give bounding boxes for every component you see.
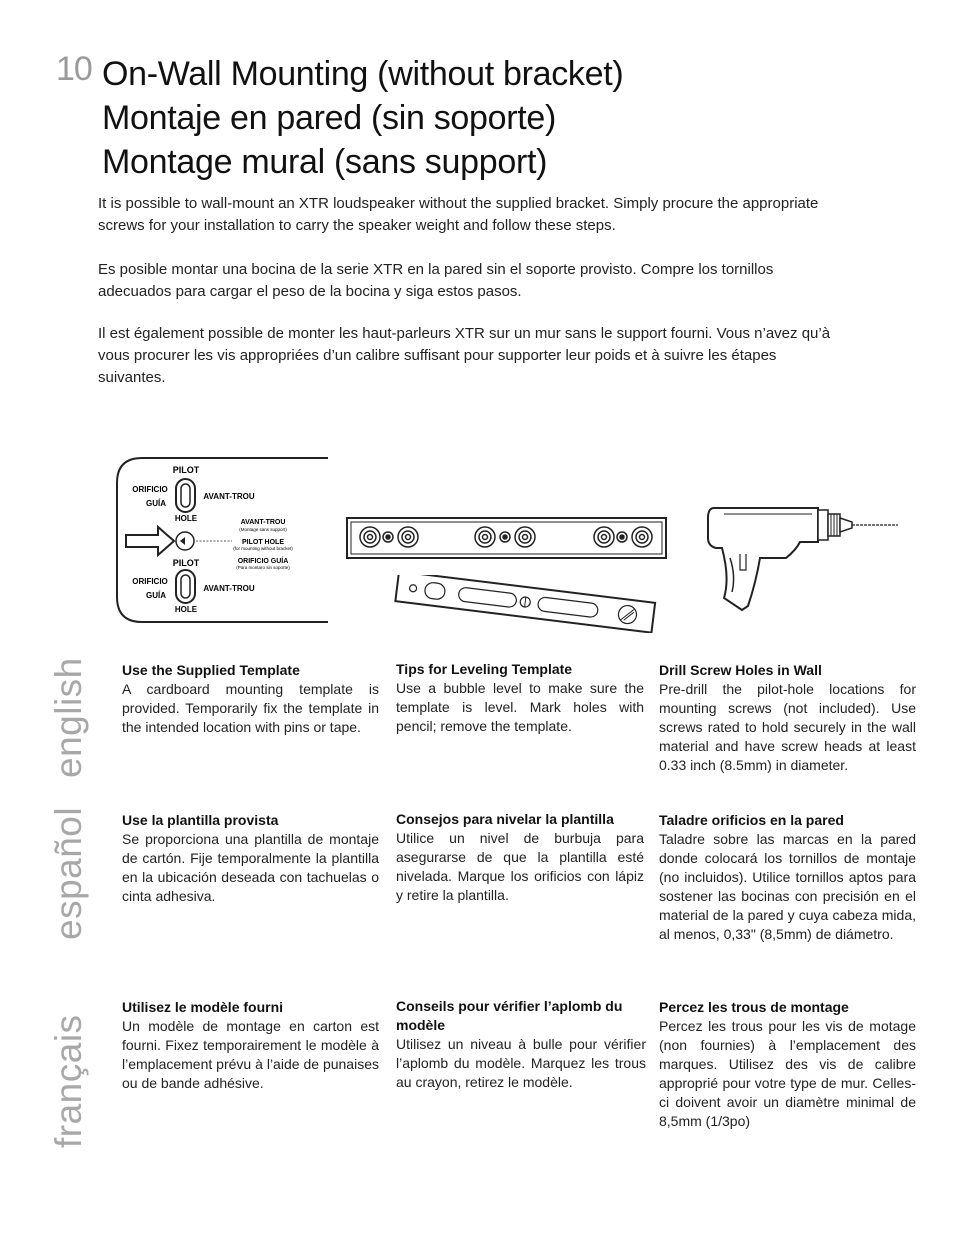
step-title: Taladre orificios en la pared	[659, 812, 844, 828]
label-guia-bottom: GUÍA	[146, 591, 166, 600]
label-avant-trou-top: AVANT-TROU	[203, 492, 255, 501]
step-body: Utilice un nivel de burbuja para asegurarse de que la plantilla esté nivelada. Marque los orificios con lápiz y retire la plantilla.	[396, 830, 644, 903]
arrow-icon	[126, 527, 174, 555]
drill-illustration	[700, 498, 902, 616]
side-label-english: english	[48, 657, 89, 778]
label-orificio-guia-sub: (Para montaro sin soporte)	[236, 565, 290, 570]
speaker-bar-illustration	[345, 516, 669, 562]
bubble-level-illustration	[392, 575, 658, 633]
page-title	[102, 52, 623, 184]
title-english: On-Wall Mounting (without bracket)	[102, 55, 624, 93]
step-fr-template	[122, 998, 379, 1093]
step-fr-drill	[659, 998, 916, 1131]
step-en-leveling	[396, 660, 644, 736]
step-title: Use la plantilla provista	[122, 812, 279, 828]
intro-french: Il est également possible de monter les haut-parleurs XTR sur un mur sans le support fourni. Vous n’avez qu’à vous procurer les vis appropriées d’un calibre suffisant pour supporter leur poids et à suivre les étapes suivantes.	[98, 325, 831, 386]
label-avant-trou-mid: AVANT-TROU	[240, 519, 286, 526]
step-es-drill	[659, 811, 916, 944]
step-es-leveling	[396, 810, 644, 905]
step-body: Use a bubble level to make sure the template is level. Mark holes with pencil; remove the template.	[396, 680, 644, 734]
step-title: Drill Screw Holes in Wall	[659, 662, 822, 678]
step-es-template	[122, 811, 379, 906]
label-pilot-bottom: PILOT	[172, 558, 200, 568]
step-body: Taladre sobre las marcas en la pared donde colocará los tornillos de montaje (no incluidos). Utilice tornillos aptos para sostener las bocinas con precisión en el material de la pared y cuya cabeza mida, al menos, 0,33" (8,5mm) de diámetro.	[659, 831, 916, 942]
step-title: Conseils pour vérifier l’aplomb du modèle	[396, 998, 623, 1033]
step-body: Utilisez un niveau à bulle pour vérifier l’aplomb du modèle. Marquez les trous au crayon, retirez le modèle.	[396, 1036, 646, 1090]
label-avant-trou-sub: (Montage sans support)	[239, 527, 287, 532]
label-orificio-bottom: ORIFICIO	[132, 577, 168, 586]
page-number: 10	[56, 50, 92, 88]
title-spanish: Montaje en pared (sin soporte)	[102, 99, 557, 137]
step-fr-leveling	[396, 997, 646, 1092]
label-avant-trou-bottom: AVANT-TROU	[203, 584, 255, 593]
label-pilot-top: PILOT	[172, 465, 200, 475]
label-guia-top: GUÍA	[146, 499, 166, 508]
intro-english: It is possible to wall-mount an XTR loudspeaker without the supplied bracket. Simply procure the appropriate screws for your installation to carry the speaker weight and follow these steps.	[98, 195, 819, 234]
mounting-template-illustration	[114, 455, 330, 625]
side-label-french: français	[48, 1014, 89, 1148]
label-orificio-top: ORIFICIO	[132, 485, 168, 494]
step-title: Use the Supplied Template	[122, 662, 300, 678]
label-orificio-guia: ORIFICIO GUÍA	[237, 558, 289, 565]
side-label-spanish: español	[48, 806, 89, 940]
step-body: Percez les trous pour les vis de motage (non fournies) à l’emplacement des marques. Utilisez des vis de calibre approprié pour votre type de mur. Celles-ci doivent avoir un diamètre minimal de 8,5mm (1/3po)	[659, 1018, 916, 1129]
intro-spanish: Es posible montar una bocina de la serie XTR en la pared sin el soporte provisto. Compre los tornillos adecuados para cargar el peso de la bocina y siga estos pasos.	[98, 261, 774, 300]
step-body: A cardboard mounting template is provided. Temporarily fix the template in the intended location with pins or tape.	[122, 681, 379, 735]
label-pilot-hole: PILOT HOLE	[242, 539, 284, 546]
step-en-drill	[659, 661, 916, 775]
label-hole-bottom: HOLE	[174, 605, 198, 614]
step-body: Pre-drill the pilot-hole locations for mounting screws (not included). Use screws rated to hold securely in the wall material and have screw heads at least 0.33 inch (8.5mm) in diameter.	[659, 681, 916, 773]
step-body: Se proporciona una plantilla de montaje de cartón. Fije temporalmente la plantilla en la ubicación deseada con tachuelas o cinta adhesiva.	[122, 831, 379, 904]
step-en-template	[122, 661, 379, 737]
step-title: Consejos para nivelar la plantilla	[396, 811, 614, 827]
title-french: Montage mural (sans support)	[102, 143, 548, 181]
step-title: Percez les trous de montage	[659, 999, 849, 1015]
label-pilot-hole-sub: (for mounting without bracket)	[233, 546, 293, 551]
label-hole-top: HOLE	[174, 514, 198, 523]
step-title: Tips for Leveling Template	[396, 661, 573, 677]
step-title: Utilisez le modèle fourni	[122, 999, 284, 1015]
step-body: Un modèle de montage en carton est fourni. Fixez temporairement le modèle à l’emplacement prévu à l’aide de punaises ou de bande adhésive.	[122, 1018, 379, 1091]
